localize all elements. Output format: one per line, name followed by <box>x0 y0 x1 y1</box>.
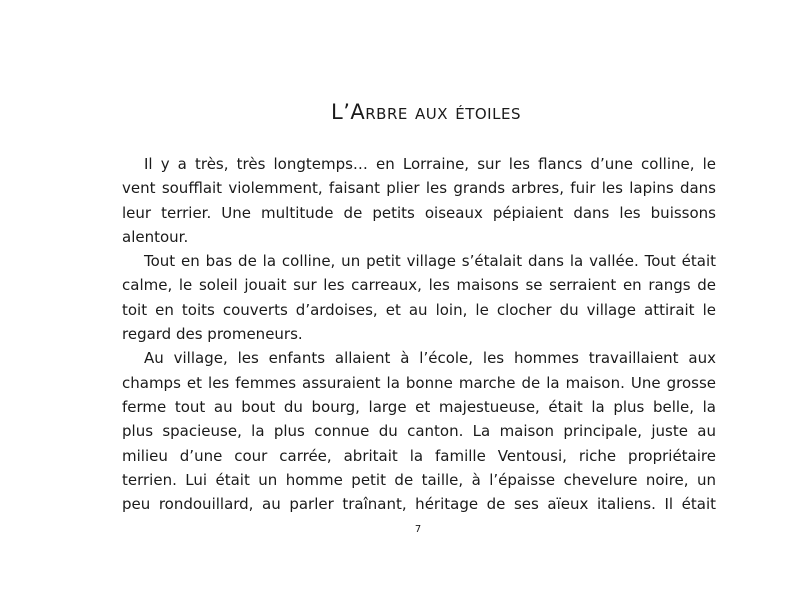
chapter-title: L’Arbre aux étoiles <box>331 100 521 124</box>
text-line: alentour. <box>122 227 189 246</box>
text-line: ferme tout au bout du bourg, large et majestueuse, était la plus belle, la <box>122 397 716 416</box>
text-line: leur terrier. Une multitude de petits oiseaux pépiaient dans les buissons <box>122 203 716 222</box>
text-line: champs et les femmes assuraient la bonne marche de la maison. Une grosse <box>122 373 716 392</box>
text-line: calme, le soleil jouait sur les carreaux, les maisons se serraient en rangs de <box>122 276 716 295</box>
text-line: Il y a très, très longtemps… en Lorraine, sur les flancs d’une colline, le <box>144 155 716 173</box>
text-line: Tout en bas de la colline, un petit village s’étalait dans la vallée. Tout était <box>144 252 716 271</box>
text-line: regard des promeneurs. <box>122 325 303 344</box>
text-line: milieu d’une cour carrée, abritait la famille Ventousi, riche propriétaire <box>122 446 716 465</box>
text-line: vent soufflait violemment, faisant plier les grands arbres, fuir les lapins dans <box>122 179 716 198</box>
page-number: 7 <box>414 524 422 535</box>
text-line: peu rondouillard, au parler traînant, héritage de ses aïeux italiens. Il était <box>122 495 716 514</box>
body-text <box>122 152 716 516</box>
text-line: plus spacieuse, la plus connue du canton. La maison principale, juste au <box>122 422 716 441</box>
text-line: toit en toits couverts d’ardoises, et au loin, le clocher du village attirait le <box>122 300 716 319</box>
text-line: Au village, les enfants allaient à l’école, les hommes travaillaient aux <box>144 349 716 368</box>
text-line: terrien. Lui était un homme petit de taille, à l’épaisse chevelure noire, un <box>122 470 716 489</box>
